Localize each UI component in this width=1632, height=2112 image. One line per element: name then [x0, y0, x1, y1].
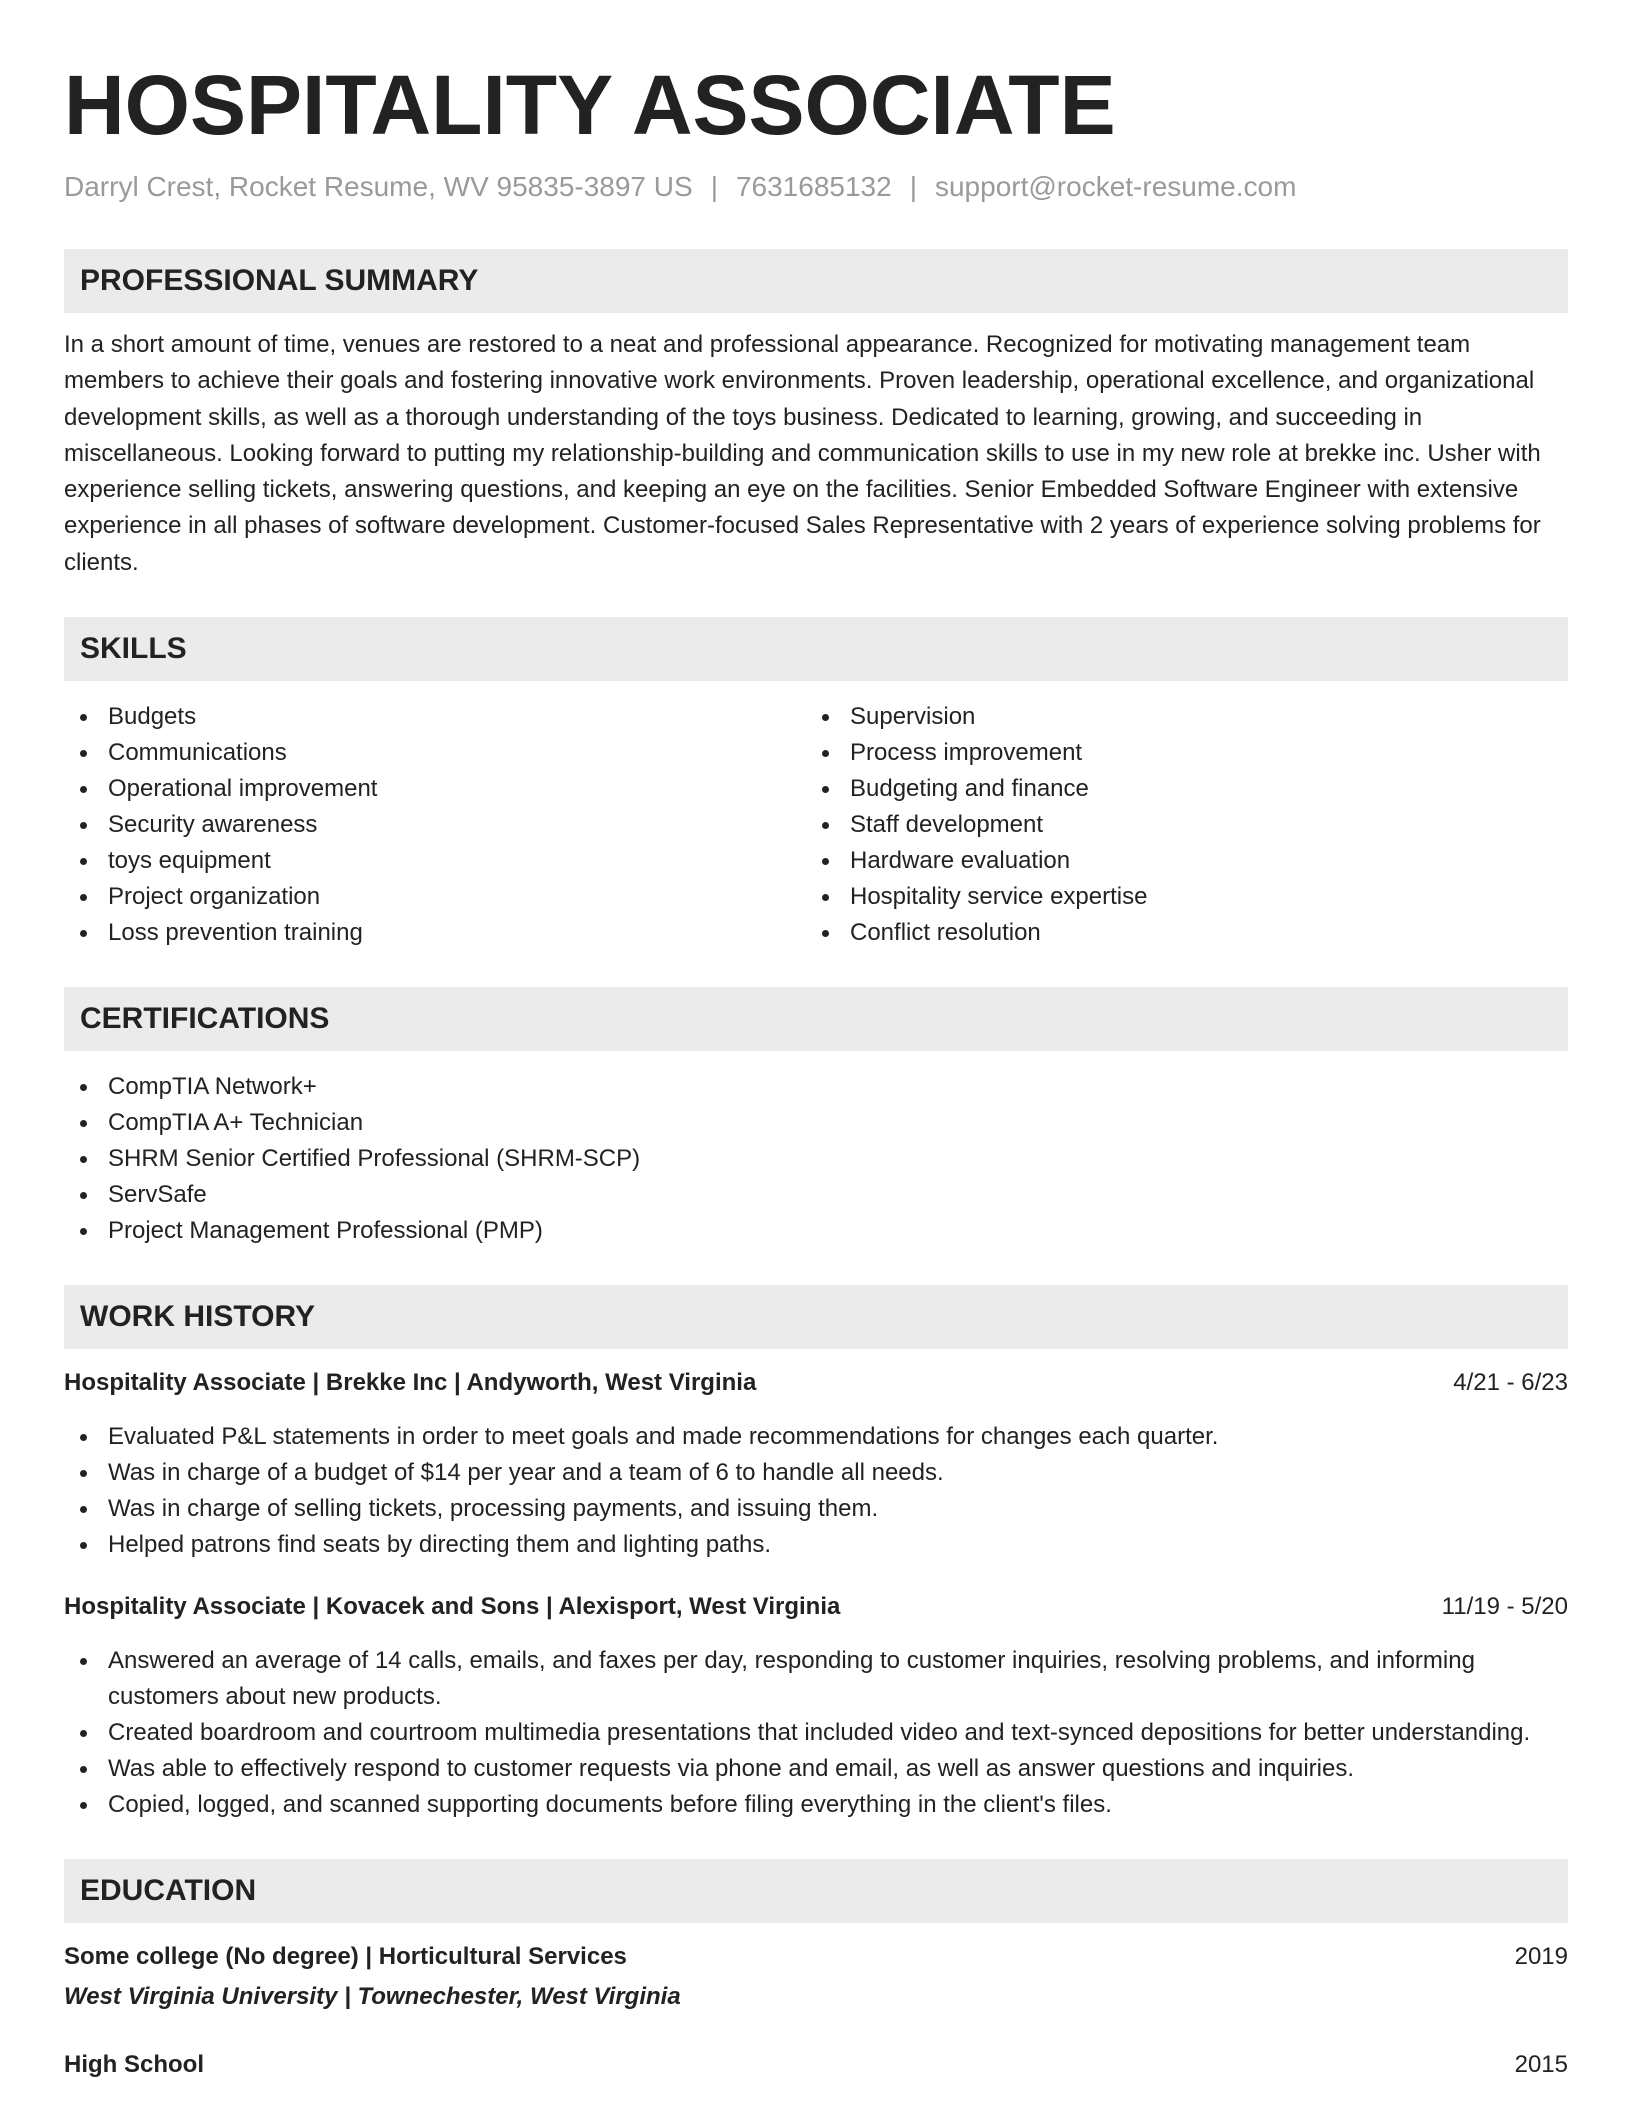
- contact-email: support@rocket-resume.com: [934, 171, 1297, 202]
- certification-item: ServSafe: [64, 1177, 1568, 1213]
- skill-item: Supervision: [806, 699, 1548, 735]
- job-dates: 4/21 - 6/23: [1453, 1369, 1568, 1397]
- skill-item: Budgeting and finance: [806, 771, 1548, 807]
- job-duty: Helped patrons find seats by directing them and lighting paths.: [64, 1527, 1568, 1563]
- certification-item: CompTIA Network+: [64, 1069, 1568, 1105]
- skill-item: Project organization: [64, 879, 806, 915]
- job-duty: Copied, logged, and scanned supporting documents before filing everything in the client's files.: [64, 1787, 1568, 1823]
- skill-item: toys equipment: [64, 843, 806, 879]
- certification-item: CompTIA A+ Technician: [64, 1105, 1568, 1141]
- skill-item: Hospitality service expertise: [806, 879, 1548, 915]
- job-duty: Was able to effectively respond to customer requests via phone and email, as well as answer questions and inquiries.: [64, 1751, 1568, 1787]
- job-title: Hospitality Associate | Kovacek and Sons | Alexisport, West Virginia: [64, 1593, 841, 1621]
- skill-item: Loss prevention training: [64, 915, 806, 951]
- education-degree: Some college (No degree) | Horticultural Services: [64, 1943, 627, 1971]
- skill-item: Operational improvement: [64, 771, 806, 807]
- summary-heading: PROFESSIONAL SUMMARY: [64, 249, 1568, 313]
- skill-item: Budgets: [64, 699, 806, 735]
- education-header: [64, 2047, 1568, 2083]
- resume-title: HOSPITALITY ASSOCIATE: [64, 58, 1116, 152]
- skill-item: Security awareness: [64, 807, 806, 843]
- job-entry: [64, 1589, 1568, 1823]
- certification-item: SHRM Senior Certified Professional (SHRM-SCP): [64, 1141, 1568, 1177]
- job-header: [64, 1365, 1568, 1401]
- education-heading: EDUCATION: [64, 1859, 1568, 1923]
- work-history-heading: WORK HISTORY: [64, 1285, 1568, 1349]
- job-header: [64, 1589, 1568, 1625]
- job-duty: Was in charge of a budget of $14 per year and a team of 6 to handle all needs.: [64, 1455, 1568, 1491]
- contact-address: Darryl Crest, Rocket Resume, WV 95835-3897 US: [64, 171, 693, 202]
- job-duty: Created boardroom and courtroom multimedia presentations that included video and text-synced depositions for better understanding.: [64, 1715, 1568, 1751]
- skills-list: [64, 699, 1568, 951]
- education-entry: [64, 2047, 1568, 2083]
- job-entry: [64, 1365, 1568, 1563]
- contact-separator: |: [710, 171, 718, 202]
- job-title: Hospitality Associate | Brekke Inc | Andyworth, West Virginia: [64, 1369, 757, 1397]
- skill-item: Hardware evaluation: [806, 843, 1548, 879]
- job-duty: Evaluated P&L statements in order to meet goals and made recommendations for changes each quarter.: [64, 1419, 1568, 1455]
- skill-item: Process improvement: [806, 735, 1548, 771]
- skills-column-left: [64, 699, 806, 951]
- education-school: West Virginia University | Townechester, West Virginia: [64, 1983, 681, 2011]
- skills-heading: SKILLS: [64, 617, 1568, 681]
- certifications-heading: CERTIFICATIONS: [64, 987, 1568, 1051]
- skill-item: Communications: [64, 735, 806, 771]
- education-degree: High School: [64, 2051, 204, 2079]
- skill-item: Staff development: [806, 807, 1548, 843]
- education-entry: [64, 1939, 1568, 2015]
- job-dates: 11/19 - 5/20: [1441, 1593, 1568, 1621]
- education-year: 2015: [1514, 2051, 1568, 2079]
- skill-item: Conflict resolution: [806, 915, 1548, 951]
- contact-separator: |: [909, 171, 917, 202]
- job-duty: Was in charge of selling tickets, processing payments, and issuing them.: [64, 1491, 1568, 1527]
- job-duties: [64, 1419, 1568, 1563]
- job-duty: Answered an average of 14 calls, emails, and faxes per day, responding to customer inquiries, resolving problems, and informing customers about new products.: [64, 1643, 1568, 1715]
- certifications-list: [64, 1069, 1568, 1249]
- summary-text: In a short amount of time, venues are restored to a neat and professional appearance. Recognized for motivating management team members to achieve their goals and fostering innovative work environments. Proven leadership, operational excellence, and organizational development skills, as well as a thorough understanding of the toys business. Dedicated to learning, growing, and succeeding in miscellaneous. Looking forward to putting my relationship-building and communication skills to use in my new role at brekke inc. Usher with experience selling tickets, answering questions, and keeping an eye on the facilities. Senior Embedded Software Engineer with extensive experience in all phases of software development. Customer-focused Sales Representative with 2 years of experience solving problems for clients.: [64, 331, 1541, 576]
- education-year: 2019: [1514, 1943, 1568, 1971]
- skills-column-right: [806, 699, 1548, 951]
- job-duties: [64, 1643, 1568, 1823]
- contact-line: [64, 167, 1568, 207]
- certification-item: Project Management Professional (PMP): [64, 1213, 1568, 1249]
- education-header: [64, 1939, 1568, 1975]
- contact-phone: 7631685132: [735, 171, 892, 202]
